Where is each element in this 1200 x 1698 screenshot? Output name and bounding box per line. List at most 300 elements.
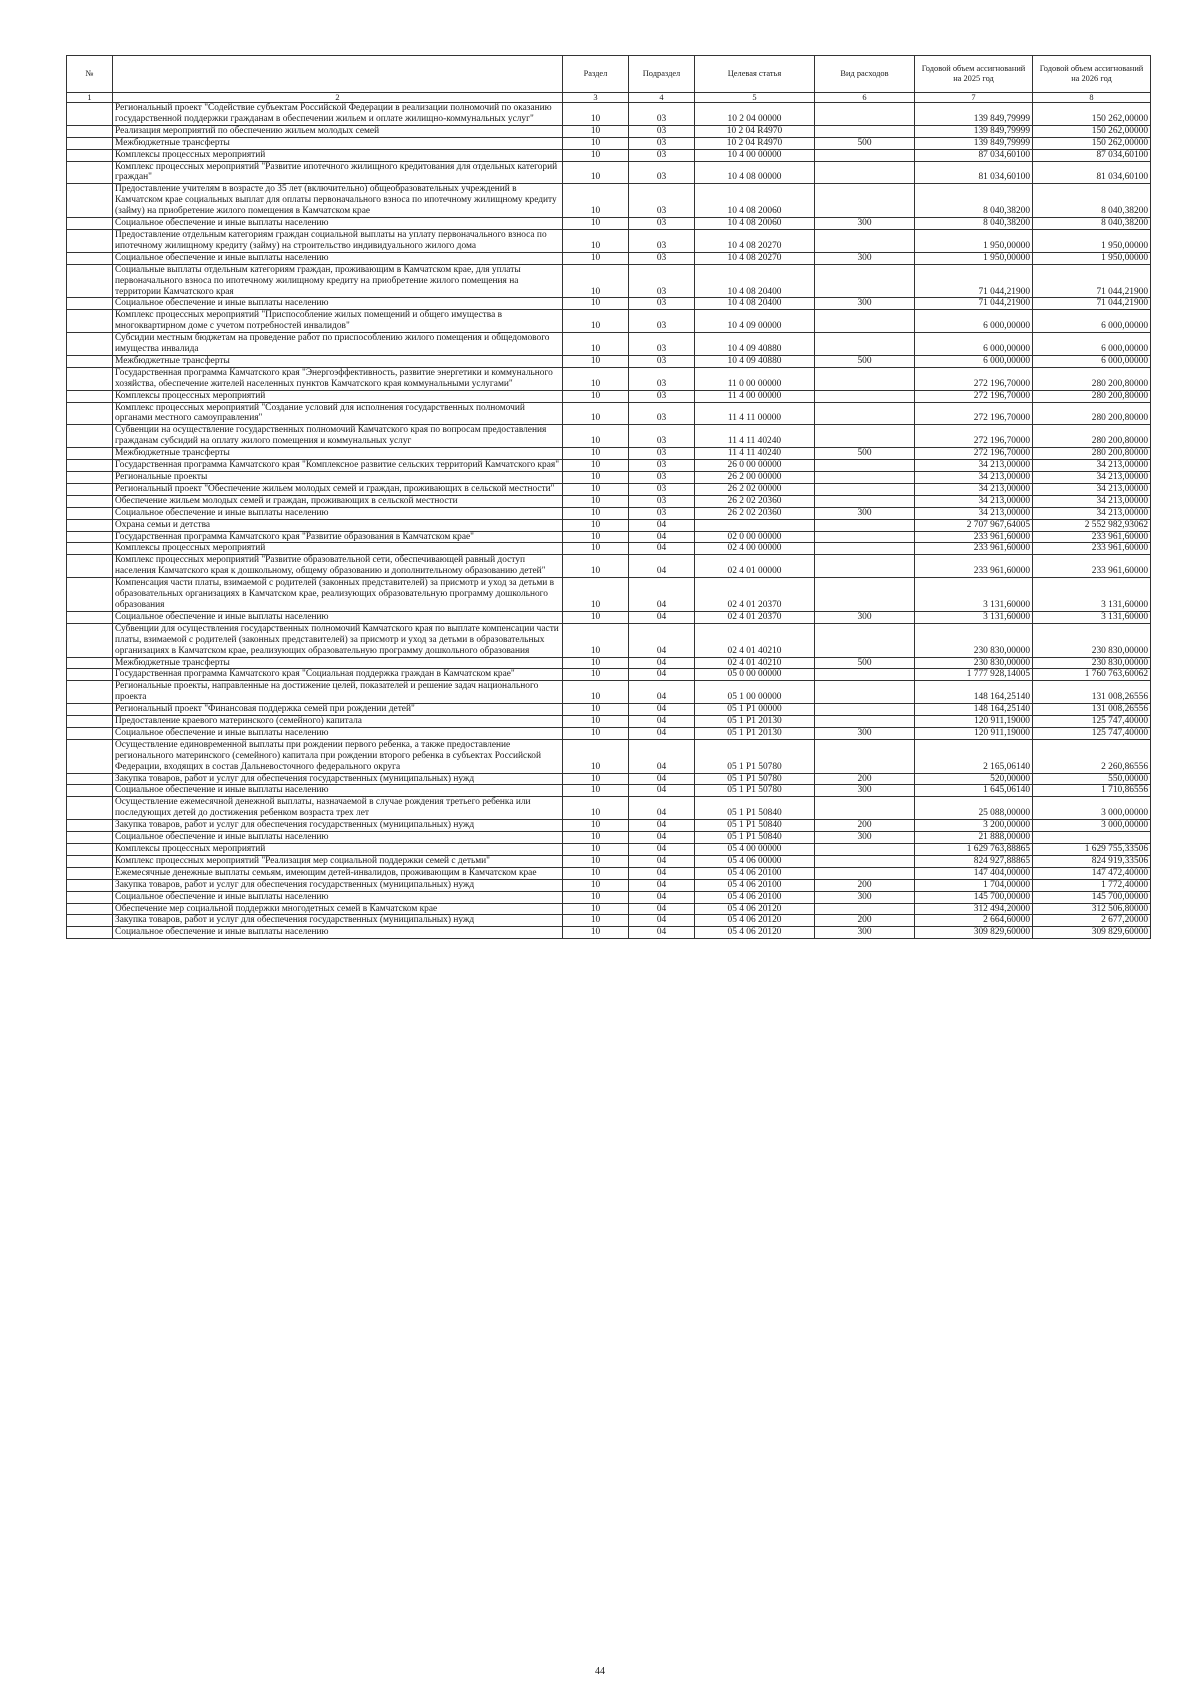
column-header-expense-type: Вид расходов	[815, 56, 915, 93]
row-section-cell: 10	[563, 578, 629, 612]
table-row	[67, 555, 1151, 578]
row-target-article-cell: 02 4 01 40210	[695, 623, 815, 657]
table-row	[67, 773, 1151, 785]
row-amount-2025-cell: 21 888,00000	[915, 832, 1033, 844]
table-row	[67, 844, 1151, 856]
row-amount-2025-cell: 139 849,79999	[915, 125, 1033, 137]
row-target-article-cell: 05 1 P1 20130	[695, 727, 815, 739]
row-name-cell: Закупка товаров, работ и услуг для обеспечения государственных (муниципальных) нужд	[113, 820, 563, 832]
row-number-cell	[67, 855, 113, 867]
row-section-cell: 10	[563, 103, 629, 126]
row-amount-2025-cell: 309 829,60000	[915, 927, 1033, 939]
row-amount-2025-cell: 1 950,00000	[915, 229, 1033, 252]
row-target-article-cell: 05 1 P1 50840	[695, 797, 815, 820]
row-section-cell: 10	[563, 704, 629, 716]
row-amount-2026-cell: 87 034,60100	[1033, 149, 1151, 161]
row-subsection-cell: 04	[629, 903, 695, 915]
row-amount-2026-cell: 147 472,40000	[1033, 867, 1151, 879]
row-number-cell	[67, 519, 113, 531]
row-expense-type-cell	[815, 125, 915, 137]
row-target-article-cell: 05 1 P1 50840	[695, 832, 815, 844]
row-amount-2025-cell: 824 927,88865	[915, 855, 1033, 867]
table-row	[67, 797, 1151, 820]
row-expense-type-cell	[815, 623, 915, 657]
table-row	[67, 460, 1151, 472]
column-header-name	[113, 56, 563, 93]
row-amount-2025-cell: 1 704,00000	[915, 879, 1033, 891]
row-target-article-cell: 11 4 11 00000	[695, 402, 815, 425]
row-expense-type-cell	[815, 161, 915, 184]
row-amount-2026-cell: 233 961,60000	[1033, 531, 1151, 543]
row-amount-2026-cell: 1 950,00000	[1033, 252, 1151, 264]
row-amount-2025-cell: 148 164,25140	[915, 704, 1033, 716]
row-expense-type-cell	[815, 669, 915, 681]
row-amount-2026-cell: 34 213,00000	[1033, 483, 1151, 495]
row-amount-2026-cell: 2 677,20000	[1033, 915, 1151, 927]
table-row	[67, 367, 1151, 390]
row-section-cell: 10	[563, 149, 629, 161]
row-amount-2026-cell: 71 044,21900	[1033, 298, 1151, 310]
row-amount-2025-cell: 520,00000	[915, 773, 1033, 785]
row-subsection-cell: 04	[629, 555, 695, 578]
row-amount-2026-cell: 71 044,21900	[1033, 264, 1151, 298]
row-target-article-cell: 05 1 P1 50780	[695, 773, 815, 785]
row-name-cell: Субвенции для осуществления государственных полномочий Камчатского края по выплате компенсации части платы, взимаемой с родителей (законных представителей) за присмотр и уход за детьми в образовательных организациях в Камчатском крае, реализующих образовательную программу дошкольного образования	[113, 623, 563, 657]
row-name-cell: Комплекс процессных мероприятий "Реализация мер социальной поддержки семей с детьми"	[113, 855, 563, 867]
row-amount-2026-cell: 34 213,00000	[1033, 460, 1151, 472]
row-section-cell: 10	[563, 879, 629, 891]
row-section-cell: 10	[563, 367, 629, 390]
row-amount-2026-cell: 8 040,38200	[1033, 218, 1151, 230]
row-target-article-cell: 10 4 08 20060	[695, 184, 815, 218]
row-target-article-cell: 26 0 00 00000	[695, 460, 815, 472]
row-expense-type-cell: 300	[815, 611, 915, 623]
row-expense-type-cell	[815, 578, 915, 612]
row-expense-type-cell: 300	[815, 891, 915, 903]
row-section-cell: 10	[563, 727, 629, 739]
row-number-cell	[67, 578, 113, 612]
column-number: 8	[1033, 93, 1151, 103]
row-expense-type-cell: 300	[815, 298, 915, 310]
row-subsection-cell: 04	[629, 739, 695, 773]
row-expense-type-cell	[815, 704, 915, 716]
row-amount-2026-cell	[1033, 832, 1151, 844]
row-section-cell: 10	[563, 125, 629, 137]
row-number-cell	[67, 657, 113, 669]
row-number-cell	[67, 184, 113, 218]
row-subsection-cell: 04	[629, 657, 695, 669]
row-target-article-cell: 02 4 01 00000	[695, 555, 815, 578]
row-subsection-cell: 04	[629, 879, 695, 891]
row-number-cell	[67, 495, 113, 507]
row-expense-type-cell	[815, 310, 915, 333]
row-amount-2025-cell: 6 000,00000	[915, 333, 1033, 356]
row-expense-type-cell: 200	[815, 773, 915, 785]
row-amount-2026-cell: 34 213,00000	[1033, 495, 1151, 507]
row-amount-2025-cell: 8 040,38200	[915, 184, 1033, 218]
row-amount-2026-cell: 233 961,60000	[1033, 555, 1151, 578]
table-row	[67, 727, 1151, 739]
row-expense-type-cell	[815, 844, 915, 856]
row-section-cell: 10	[563, 681, 629, 704]
table-row	[67, 390, 1151, 402]
table-row	[67, 855, 1151, 867]
row-target-article-cell: 05 1 P1 50780	[695, 739, 815, 773]
table-row	[67, 472, 1151, 484]
row-target-article-cell: 05 4 06 20120	[695, 915, 815, 927]
row-section-cell: 10	[563, 229, 629, 252]
row-name-cell: Социальное обеспечение и иные выплаты населению	[113, 832, 563, 844]
row-number-cell	[67, 927, 113, 939]
row-section-cell: 10	[563, 298, 629, 310]
row-subsection-cell: 03	[629, 137, 695, 149]
row-expense-type-cell	[815, 681, 915, 704]
row-target-article-cell: 26 2 02 20360	[695, 507, 815, 519]
row-amount-2026-cell: 81 034,60100	[1033, 161, 1151, 184]
row-amount-2026-cell: 230 830,00000	[1033, 657, 1151, 669]
row-expense-type-cell	[815, 716, 915, 728]
row-name-cell: Региональный проект "Содействие субъектам Российской Федерации в реализации полномочий по оказанию государственной поддержки гражданам в обеспечении жильем и оплате жилищно-коммунальных услуг"	[113, 103, 563, 126]
row-target-article-cell: 02 4 01 40210	[695, 657, 815, 669]
row-expense-type-cell: 300	[815, 927, 915, 939]
row-subsection-cell: 03	[629, 390, 695, 402]
column-header-subsection: Подраздел	[629, 56, 695, 93]
row-subsection-cell: 03	[629, 252, 695, 264]
row-number-cell	[67, 867, 113, 879]
row-target-article-cell: 26 2 02 00000	[695, 483, 815, 495]
row-section-cell: 10	[563, 355, 629, 367]
row-subsection-cell: 03	[629, 218, 695, 230]
row-name-cell: Комплекс процессных мероприятий "Развитие образовательной сети, обеспечивающей равный доступ населения Камчатского края к дошкольному, общему образованию и дополнительному образованию детей"	[113, 555, 563, 578]
row-name-cell: Региональные проекты, направленные на достижение целей, показателей и решение задач национального проекта	[113, 681, 563, 704]
row-amount-2025-cell: 3 131,60000	[915, 611, 1033, 623]
row-amount-2026-cell: 131 008,26556	[1033, 681, 1151, 704]
table-row	[67, 657, 1151, 669]
row-number-cell	[67, 716, 113, 728]
column-header-section: Раздел	[563, 56, 629, 93]
row-name-cell: Предоставление краевого материнского (семейного) капитала	[113, 716, 563, 728]
row-section-cell: 10	[563, 507, 629, 519]
row-subsection-cell: 03	[629, 507, 695, 519]
row-number-cell	[67, 704, 113, 716]
row-amount-2026-cell: 280 200,80000	[1033, 367, 1151, 390]
row-subsection-cell: 04	[629, 797, 695, 820]
row-section-cell: 10	[563, 390, 629, 402]
table-row	[67, 832, 1151, 844]
row-target-article-cell: 26 2 02 20360	[695, 495, 815, 507]
row-amount-2026-cell: 280 200,80000	[1033, 448, 1151, 460]
row-amount-2026-cell: 3 131,60000	[1033, 578, 1151, 612]
table-row	[67, 669, 1151, 681]
row-amount-2025-cell: 34 213,00000	[915, 483, 1033, 495]
row-section-cell: 10	[563, 927, 629, 939]
row-section-cell: 10	[563, 264, 629, 298]
row-number-cell	[67, 832, 113, 844]
row-subsection-cell: 03	[629, 483, 695, 495]
row-amount-2025-cell: 1 950,00000	[915, 252, 1033, 264]
row-target-article-cell: 05 0 00 00000	[695, 669, 815, 681]
row-name-cell: Осуществление ежемесячной денежной выплаты, назначаемой в случае рождения третьего ребенка или последующих детей до достижения ребенком возраста трех лет	[113, 797, 563, 820]
row-amount-2025-cell: 272 196,70000	[915, 367, 1033, 390]
row-subsection-cell: 03	[629, 333, 695, 356]
row-name-cell: Социальное обеспечение и иные выплаты населению	[113, 507, 563, 519]
row-name-cell: Межбюджетные трансферты	[113, 355, 563, 367]
row-subsection-cell: 03	[629, 184, 695, 218]
row-section-cell: 10	[563, 531, 629, 543]
row-section-cell: 10	[563, 773, 629, 785]
row-amount-2025-cell: 2 664,60000	[915, 915, 1033, 927]
row-subsection-cell: 04	[629, 855, 695, 867]
table-row	[67, 531, 1151, 543]
row-section-cell: 10	[563, 903, 629, 915]
row-amount-2025-cell: 145 700,00000	[915, 891, 1033, 903]
row-subsection-cell: 04	[629, 891, 695, 903]
table-row	[67, 483, 1151, 495]
row-amount-2025-cell: 3 200,00000	[915, 820, 1033, 832]
row-amount-2025-cell: 71 044,21900	[915, 264, 1033, 298]
row-amount-2025-cell: 139 849,79999	[915, 137, 1033, 149]
row-target-article-cell: 10 2 04 R4970	[695, 137, 815, 149]
table-row	[67, 681, 1151, 704]
row-target-article-cell: 11 4 11 40240	[695, 425, 815, 448]
row-expense-type-cell	[815, 472, 915, 484]
row-target-article-cell: 05 4 06 00000	[695, 855, 815, 867]
row-name-cell: Комплекс процессных мероприятий "Приспособление жилых помещений и общего имущества в многоквартирном доме с учетом потребностей инвалидов"	[113, 310, 563, 333]
row-number-cell	[67, 460, 113, 472]
row-name-cell: Ежемесячные денежные выплаты семьям, имеющим детей-инвалидов, проживающим в Камчатском крае	[113, 867, 563, 879]
row-number-cell	[67, 681, 113, 704]
row-subsection-cell: 04	[629, 623, 695, 657]
row-target-article-cell: 10 4 09 40880	[695, 333, 815, 356]
row-number-cell	[67, 472, 113, 484]
row-number-cell	[67, 367, 113, 390]
row-name-cell: Социальное обеспечение и иные выплаты населению	[113, 891, 563, 903]
row-number-cell	[67, 264, 113, 298]
row-name-cell: Комплексы процессных мероприятий	[113, 149, 563, 161]
row-amount-2025-cell: 2 707 967,64005	[915, 519, 1033, 531]
row-name-cell: Субвенции на осуществление государственных полномочий Камчатского края по вопросам предоставления гражданам субсидий на оплату жилого помещения и коммунальных услуг	[113, 425, 563, 448]
row-section-cell: 10	[563, 855, 629, 867]
table-row	[67, 149, 1151, 161]
row-expense-type-cell	[815, 425, 915, 448]
row-name-cell: Охрана семьи и детства	[113, 519, 563, 531]
row-amount-2026-cell: 3 000,00000	[1033, 797, 1151, 820]
row-target-article-cell: 10 4 08 20270	[695, 252, 815, 264]
row-expense-type-cell	[815, 867, 915, 879]
row-section-cell: 10	[563, 891, 629, 903]
row-subsection-cell: 03	[629, 367, 695, 390]
row-number-cell	[67, 915, 113, 927]
row-number-cell	[67, 555, 113, 578]
column-header-number: №	[67, 56, 113, 93]
row-target-article-cell: 05 4 06 20120	[695, 927, 815, 939]
row-number-cell	[67, 425, 113, 448]
row-name-cell: Предоставление отдельным категориям граждан социальной выплаты на уплату первоначального взноса по ипотечному жилищному кредиту (займу) на строительство индивидуального жилого дома	[113, 229, 563, 252]
row-expense-type-cell	[815, 402, 915, 425]
row-amount-2026-cell: 280 200,80000	[1033, 402, 1151, 425]
row-section-cell: 10	[563, 611, 629, 623]
row-amount-2025-cell: 25 088,00000	[915, 797, 1033, 820]
row-amount-2026-cell: 230 830,00000	[1033, 623, 1151, 657]
table-row	[67, 425, 1151, 448]
row-expense-type-cell	[815, 543, 915, 555]
row-amount-2025-cell: 87 034,60100	[915, 149, 1033, 161]
row-expense-type-cell	[815, 483, 915, 495]
row-expense-type-cell	[815, 519, 915, 531]
table-row	[67, 495, 1151, 507]
column-number: 1	[67, 93, 113, 103]
table-row	[67, 218, 1151, 230]
row-amount-2026-cell: 233 961,60000	[1033, 543, 1151, 555]
row-number-cell	[67, 891, 113, 903]
column-header-target-article: Целевая статья	[695, 56, 815, 93]
table-row	[67, 543, 1151, 555]
row-amount-2026-cell: 8 040,38200	[1033, 184, 1151, 218]
budget-table-sheet	[66, 55, 1150, 939]
row-amount-2026-cell: 6 000,00000	[1033, 310, 1151, 333]
row-subsection-cell: 03	[629, 402, 695, 425]
row-number-cell	[67, 483, 113, 495]
row-target-article-cell: 05 4 06 20100	[695, 867, 815, 879]
row-amount-2025-cell: 34 213,00000	[915, 495, 1033, 507]
row-expense-type-cell	[815, 495, 915, 507]
row-name-cell: Межбюджетные трансферты	[113, 448, 563, 460]
row-amount-2026-cell: 6 000,00000	[1033, 355, 1151, 367]
row-amount-2026-cell: 312 506,80000	[1033, 903, 1151, 915]
row-amount-2025-cell: 6 000,00000	[915, 355, 1033, 367]
row-expense-type-cell: 300	[815, 785, 915, 797]
row-amount-2025-cell: 34 213,00000	[915, 507, 1033, 519]
row-expense-type-cell	[815, 739, 915, 773]
row-section-cell: 10	[563, 867, 629, 879]
row-section-cell: 10	[563, 657, 629, 669]
row-expense-type-cell	[815, 855, 915, 867]
row-section-cell: 10	[563, 472, 629, 484]
row-expense-type-cell: 500	[815, 137, 915, 149]
row-subsection-cell: 04	[629, 543, 695, 555]
row-name-cell: Реализация мероприятий по обеспечению жильем молодых семей	[113, 125, 563, 137]
row-name-cell: Осуществление единовременной выплаты при рождении первого ребенка, а также предоставление регионального материнского (семейного) капитала при рождении второго ребенка в субъектах Российской Федерации, входящих в состав Дальневосточного федерального округа	[113, 739, 563, 773]
table-row	[67, 903, 1151, 915]
row-amount-2026-cell: 125 747,40000	[1033, 727, 1151, 739]
row-section-cell: 10	[563, 310, 629, 333]
row-amount-2026-cell: 309 829,60000	[1033, 927, 1151, 939]
table-row	[67, 184, 1151, 218]
row-name-cell: Социальное обеспечение и иные выплаты населению	[113, 218, 563, 230]
row-section-cell: 10	[563, 137, 629, 149]
row-target-article-cell: 10 4 08 20060	[695, 218, 815, 230]
row-section-cell: 10	[563, 184, 629, 218]
row-amount-2025-cell: 34 213,00000	[915, 472, 1033, 484]
row-amount-2025-cell: 3 131,60000	[915, 578, 1033, 612]
row-subsection-cell: 03	[629, 298, 695, 310]
row-expense-type-cell: 300	[815, 507, 915, 519]
row-amount-2026-cell: 1 710,86556	[1033, 785, 1151, 797]
row-section-cell: 10	[563, 820, 629, 832]
row-amount-2025-cell: 230 830,00000	[915, 657, 1033, 669]
row-subsection-cell: 04	[629, 844, 695, 856]
row-amount-2026-cell: 1 760 763,60062	[1033, 669, 1151, 681]
table-row	[67, 716, 1151, 728]
row-name-cell: Социальное обеспечение и иные выплаты населению	[113, 785, 563, 797]
row-expense-type-cell	[815, 333, 915, 356]
row-amount-2025-cell: 272 196,70000	[915, 448, 1033, 460]
row-target-article-cell: 10 4 00 00000	[695, 149, 815, 161]
row-expense-type-cell: 300	[815, 218, 915, 230]
row-expense-type-cell: 300	[815, 832, 915, 844]
row-section-cell: 10	[563, 844, 629, 856]
row-section-cell: 10	[563, 161, 629, 184]
table-row	[67, 820, 1151, 832]
page-number: 44	[595, 1666, 605, 1677]
row-expense-type-cell: 200	[815, 820, 915, 832]
row-target-article-cell: 02 4 01 20370	[695, 611, 815, 623]
row-section-cell: 10	[563, 623, 629, 657]
row-name-cell: Социальное обеспечение и иные выплаты населению	[113, 611, 563, 623]
table-row	[67, 507, 1151, 519]
column-number: 6	[815, 93, 915, 103]
row-target-article-cell	[695, 519, 815, 531]
row-target-article-cell: 02 0 00 00000	[695, 531, 815, 543]
row-subsection-cell: 04	[629, 669, 695, 681]
row-name-cell: Комплексы процессных мероприятий	[113, 390, 563, 402]
row-amount-2025-cell: 71 044,21900	[915, 298, 1033, 310]
row-expense-type-cell: 500	[815, 657, 915, 669]
row-amount-2025-cell: 1 645,06140	[915, 785, 1033, 797]
row-target-article-cell: 10 4 08 20270	[695, 229, 815, 252]
row-name-cell: Социальное обеспечение и иные выплаты населению	[113, 252, 563, 264]
table-row	[67, 704, 1151, 716]
table-row	[67, 103, 1151, 126]
table-row	[67, 448, 1151, 460]
row-amount-2025-cell: 139 849,79999	[915, 103, 1033, 126]
row-amount-2025-cell: 272 196,70000	[915, 402, 1033, 425]
row-expense-type-cell	[815, 103, 915, 126]
row-target-article-cell: 05 4 00 00000	[695, 844, 815, 856]
row-amount-2026-cell: 131 008,26556	[1033, 704, 1151, 716]
row-expense-type-cell	[815, 367, 915, 390]
row-number-cell	[67, 669, 113, 681]
row-number-cell	[67, 310, 113, 333]
row-expense-type-cell	[815, 903, 915, 915]
row-number-cell	[67, 820, 113, 832]
column-numbers-row	[67, 93, 1151, 103]
row-amount-2026-cell: 34 213,00000	[1033, 472, 1151, 484]
row-expense-type-cell: 300	[815, 252, 915, 264]
row-amount-2026-cell: 1 950,00000	[1033, 229, 1151, 252]
table-row	[67, 125, 1151, 137]
row-number-cell	[67, 218, 113, 230]
row-name-cell: Государственная программа Камчатского края "Энергоэффективность, развитие энергетики и коммунального хозяйства, обеспечение жителей населенных пунктов Камчатского края коммунальными услугами"	[113, 367, 563, 390]
table-row	[67, 611, 1151, 623]
row-amount-2026-cell: 3 131,60000	[1033, 611, 1151, 623]
row-amount-2026-cell: 280 200,80000	[1033, 425, 1151, 448]
row-subsection-cell: 04	[629, 531, 695, 543]
column-header-amount-2026: Годовой объем ассигнований на 2026 год	[1033, 56, 1151, 93]
row-amount-2026-cell: 1 772,40000	[1033, 879, 1151, 891]
row-target-article-cell: 05 1 P1 00000	[695, 704, 815, 716]
row-number-cell	[67, 879, 113, 891]
table-row	[67, 927, 1151, 939]
row-section-cell: 10	[563, 915, 629, 927]
row-number-cell	[67, 137, 113, 149]
row-target-article-cell: 10 4 09 00000	[695, 310, 815, 333]
row-amount-2026-cell: 2 552 982,93062	[1033, 519, 1151, 531]
row-target-article-cell: 05 4 06 20120	[695, 903, 815, 915]
row-name-cell: Государственная программа Камчатского края "Развитие образования в Камчатском крае"	[113, 531, 563, 543]
row-number-cell	[67, 161, 113, 184]
row-number-cell	[67, 448, 113, 460]
